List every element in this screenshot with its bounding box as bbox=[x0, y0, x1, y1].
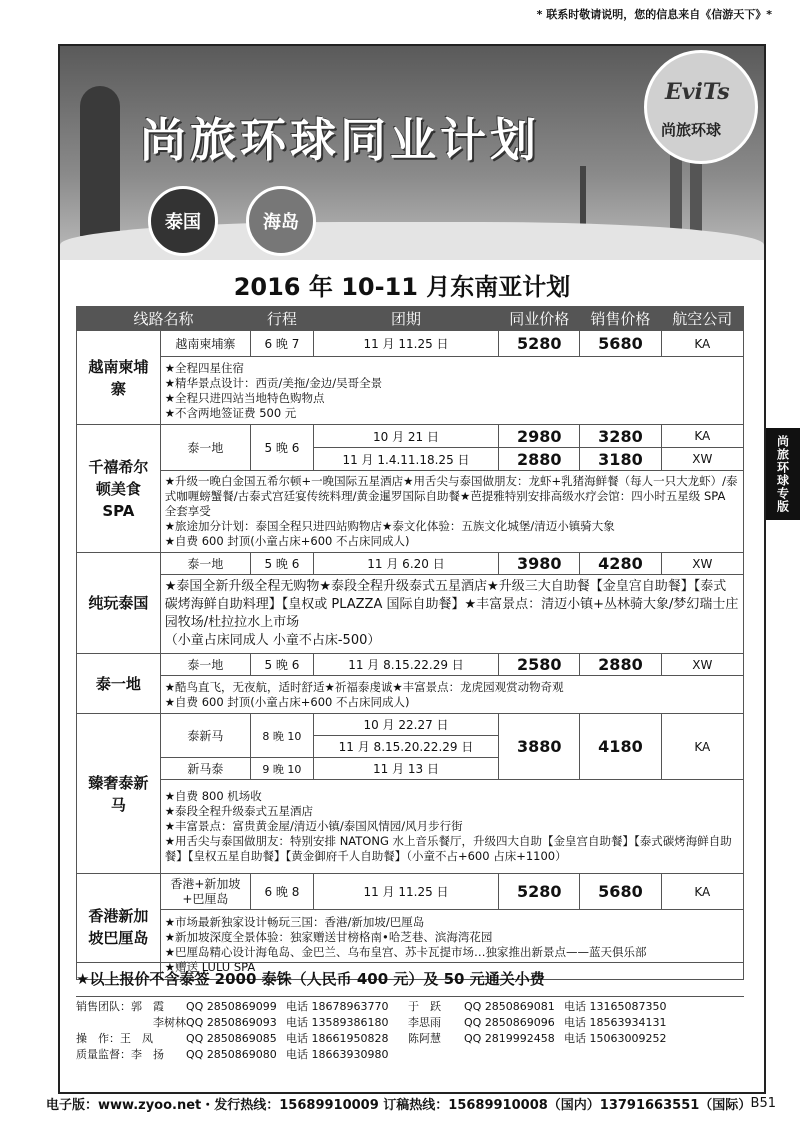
contact-qq: QQ 2850869085 bbox=[186, 1032, 277, 1045]
table-row bbox=[77, 654, 744, 676]
contact-name: 李思雨 bbox=[408, 1016, 441, 1029]
route-date: 10 月 22.27 日 bbox=[313, 714, 498, 736]
contact-qq: QQ 2850869093 bbox=[186, 1016, 277, 1029]
contact-name: 李树林 bbox=[153, 1016, 186, 1029]
contact-phone: 电话 18661950828 bbox=[286, 1032, 389, 1045]
source-note: * 联系时敬请说明，您的信息来自《信游天下》* bbox=[536, 8, 772, 21]
feature-line: ★赠送 LULU SPA bbox=[164, 959, 256, 974]
logo-cn-text: 尚旅环球 bbox=[661, 121, 722, 139]
sale-price: 5680 bbox=[580, 331, 661, 357]
contact-qq: QQ 2850869099 bbox=[186, 1000, 277, 1013]
contact-qq: QQ 2850869080 bbox=[186, 1048, 277, 1061]
route-sub: 泰一地 bbox=[160, 425, 250, 471]
route-days: 5 晚 6 bbox=[251, 553, 314, 575]
contact-qq: QQ 2819992458 bbox=[464, 1032, 555, 1045]
footer-text: 电子版：www.zyoo.net・发行热线：15689910009 订稿热线：15689910008（国内）13791663551（国际） bbox=[46, 1097, 752, 1113]
header-date: 团期 bbox=[313, 307, 498, 331]
table-row bbox=[77, 676, 744, 714]
trade-price: 5280 bbox=[499, 331, 580, 357]
airline: KA bbox=[661, 425, 743, 448]
contact-phone: 电话 18563934131 bbox=[564, 1016, 667, 1029]
footer bbox=[46, 1093, 786, 1113]
route-date: 11 月 1.4.11.18.25 日 bbox=[313, 448, 498, 471]
route-date: 11 月 11.25 日 bbox=[313, 874, 498, 910]
contact-phone: 电话 18663930980 bbox=[286, 1048, 389, 1061]
route-name: 越南柬埔寨 bbox=[77, 331, 161, 425]
feature-line: ★泰国全新升级全程无购物★泰段全程升级泰式五星酒店★升级三大自助餐【金皇宫自助餐】【泰式碳烤海鲜自助料理】【皇权或 PLAZZA 国际自助餐】★丰富景点：清迈小镇+丛林骑大象/梦幻瑞士庄园牧场/杜拉拉水上市场 bbox=[164, 579, 739, 630]
page-number: B51 bbox=[750, 1095, 776, 1111]
route-name: 臻奢泰新马 bbox=[77, 714, 161, 874]
feature-line: ★不含两地签证费 500 元 bbox=[164, 405, 297, 420]
route-days: 8 晚 10 bbox=[251, 714, 314, 758]
feature-line: ★旅途加分计划：泰国全程只进四站购物店★泰文化体验：五族文化城堡/清迈小镇骑大象 bbox=[164, 519, 615, 533]
table-row bbox=[77, 780, 744, 874]
table-row bbox=[77, 331, 744, 357]
trade-price: 2580 bbox=[499, 654, 580, 676]
contact-name: 操 作：王 凤 bbox=[76, 1032, 153, 1045]
statue-decoration bbox=[80, 86, 120, 236]
route-date: 11 月 8.15.20.22.29 日 bbox=[313, 736, 498, 758]
route-name: 香港新加坡巴厘岛 bbox=[77, 874, 161, 980]
side-tab: 尚旅环球专版 bbox=[766, 428, 800, 520]
feature-line: ★自费 800 机场收 bbox=[164, 789, 262, 803]
contact-row bbox=[76, 1031, 744, 1047]
trade-price: 5280 bbox=[499, 874, 580, 910]
table-row bbox=[77, 357, 744, 425]
feature-line: ★巴厘岛精心设计海龟岛、金巴兰、乌布皇宫、苏卡瓦提市场…独家推出新景点——蓝天俱乐部 bbox=[164, 944, 647, 959]
contact-row bbox=[76, 999, 744, 1015]
table-row bbox=[77, 471, 744, 553]
brand-logo bbox=[644, 50, 758, 164]
price-note: ★以上报价不含泰签 2000 泰铢（人民币 400 元）及 50 元通关小费 bbox=[76, 962, 744, 993]
route-features bbox=[160, 676, 743, 714]
sale-price: 4180 bbox=[580, 714, 661, 780]
feature-line: ★全程四星住宿 bbox=[164, 360, 245, 375]
route-sub: 越南柬埔寨 bbox=[160, 331, 250, 357]
airline: KA bbox=[661, 714, 743, 780]
contact-qq: QQ 2850869081 bbox=[464, 1000, 555, 1013]
sale-price: 3280 bbox=[580, 425, 661, 448]
route-sub: 泰一地 bbox=[160, 654, 250, 676]
route-date: 11 月 6.20 日 bbox=[313, 553, 498, 575]
route-date: 11 月 13 日 bbox=[313, 758, 498, 780]
route-days: 6 晚 7 bbox=[251, 331, 314, 357]
route-name: 泰一地 bbox=[77, 654, 161, 714]
route-features bbox=[160, 357, 743, 425]
feature-line: ★新加坡深度全景体验：独家赠送甘榜格南•哈芝巷、滨海湾花园 bbox=[164, 929, 493, 944]
table-header-row bbox=[77, 307, 744, 331]
route-date: 11 月 11.25 日 bbox=[313, 331, 498, 357]
trade-price: 2880 bbox=[499, 448, 580, 471]
feature-line: ★用舌尖与泰国做朋友：特别安排 NATONG 水上音乐餐厅，升级四大自助【金皇宫自助餐】【泰式碳烤海鲜自助餐】【皇权五星自助餐】【黄金御府千人自助餐】（小童不占+600 占床+1100） bbox=[164, 834, 732, 863]
route-date: 11 月 8.15.22.29 日 bbox=[313, 654, 498, 676]
route-features bbox=[160, 575, 743, 654]
route-days: 6 晚 8 bbox=[251, 874, 314, 910]
airline: KA bbox=[661, 331, 743, 357]
contacts-block bbox=[76, 996, 744, 1063]
logo-brand-text: EviTs bbox=[665, 79, 730, 105]
banner bbox=[60, 46, 764, 260]
contact-name: 质量监督：李 扬 bbox=[76, 1048, 164, 1061]
header-airline: 航空公司 bbox=[661, 307, 743, 331]
header-sale-price: 销售价格 bbox=[580, 307, 661, 331]
table-row bbox=[77, 425, 744, 448]
contact-phone: 电话 15063009252 bbox=[564, 1032, 667, 1045]
trade-price: 3980 bbox=[499, 553, 580, 575]
table-row bbox=[77, 553, 744, 575]
feature-line: ★市场最新独家设计畅玩三国：香港/新加坡/巴厘岛 bbox=[164, 914, 425, 929]
feature-line: ★酷鸟直飞，无夜航，适时舒适★祈福泰虔诚★丰富景点：龙虎园观赏动物奇观 bbox=[164, 679, 564, 694]
feature-line: ★自费 600 封顶(小童占床+600 不占床同成人) bbox=[164, 534, 410, 548]
plan-title: 2016 年 10-11 月东南亚计划 bbox=[233, 272, 571, 301]
route-table bbox=[76, 306, 744, 980]
contact-name: 陈阿慧 bbox=[408, 1032, 441, 1045]
sale-price: 2880 bbox=[580, 654, 661, 676]
feature-line: ★自费 600 封顶(小童占床+600 不占床同成人) bbox=[164, 694, 410, 709]
feature-line: ★全程只进四站当地特色购物点 bbox=[164, 390, 325, 405]
airline: XW bbox=[661, 654, 743, 676]
route-days: 9 晚 10 bbox=[251, 758, 314, 780]
table-row bbox=[77, 714, 744, 736]
table-row bbox=[77, 575, 744, 654]
contact-phone: 电话 13589386180 bbox=[286, 1016, 389, 1029]
airline: XW bbox=[661, 448, 743, 471]
sale-price: 3180 bbox=[580, 448, 661, 471]
contact-phone: 电话 13165087350 bbox=[564, 1000, 667, 1013]
sale-price: 5680 bbox=[580, 874, 661, 910]
route-sub: 新马泰 bbox=[160, 758, 250, 780]
contact-name: 于 跃 bbox=[408, 1000, 441, 1013]
header-route: 线路名称 bbox=[77, 307, 251, 331]
airline: XW bbox=[661, 553, 743, 575]
feature-line: ★泰段全程升级泰式五星酒店 bbox=[164, 804, 314, 818]
route-days: 5 晚 6 bbox=[251, 654, 314, 676]
contact-qq: QQ 2850869096 bbox=[464, 1016, 555, 1029]
contact-name: 销售团队：郭 霞 bbox=[76, 1000, 164, 1013]
route-name: 纯玩泰国 bbox=[77, 553, 161, 654]
sale-price: 4280 bbox=[580, 553, 661, 575]
header-days: 行程 bbox=[251, 307, 314, 331]
route-date: 10 月 21 日 bbox=[313, 425, 498, 448]
route-features bbox=[160, 780, 743, 874]
route-days: 5 晚 6 bbox=[251, 425, 314, 471]
contact-row bbox=[76, 1047, 744, 1063]
banner-title: 尚旅环球同业计划 bbox=[140, 113, 540, 167]
route-sub: 香港+新加坡+巴厘岛 bbox=[160, 874, 250, 910]
route-name: 千禧希尔顿美食SPA bbox=[77, 425, 161, 553]
table-row bbox=[77, 874, 744, 910]
tag-islands: 海岛 bbox=[246, 186, 316, 256]
feature-line: ★精华景点设计：西贡/美拖/金边/吴哥全景 bbox=[164, 375, 383, 390]
route-sub: 泰新马 bbox=[160, 714, 250, 758]
header-trade-price: 同业价格 bbox=[499, 307, 580, 331]
contact-row bbox=[76, 1015, 744, 1031]
contact-phone: 电话 18678963770 bbox=[286, 1000, 389, 1013]
trade-price: 2980 bbox=[499, 425, 580, 448]
route-features bbox=[160, 471, 743, 553]
feature-line: ★丰富景点：富贵黄金屋/清迈小镇/泰国风情园/风月步行街 bbox=[164, 819, 463, 833]
route-sub: 泰一地 bbox=[160, 553, 250, 575]
trade-price: 3880 bbox=[499, 714, 580, 780]
feature-line: （小童占床同成人 小童不占床-500） bbox=[164, 633, 381, 648]
feature-line: ★升级一晚白金国五希尔顿+一晚国际五星酒店★用舌尖与泰国做朋友：龙虾+乳猪海鲜餐（每人一只大龙虾）/泰式咖喱螃蟹餐/古泰式宫廷宴传统料理/黄金暹罗国际自助餐★芭提雅特别安排高级水疗会馆：四小时五星级 SPA 全套享受 bbox=[164, 474, 738, 518]
tag-thailand: 泰国 bbox=[148, 186, 218, 256]
airline: KA bbox=[661, 874, 743, 910]
